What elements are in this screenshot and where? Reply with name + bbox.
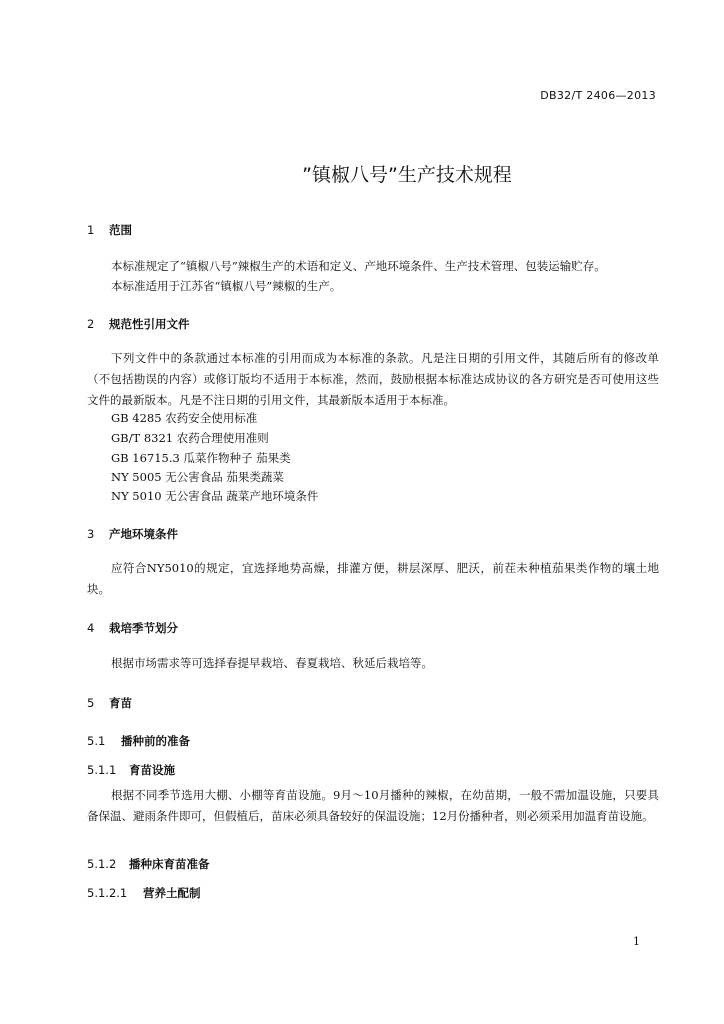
section-title: 播种床育苗准备: [129, 857, 210, 871]
section-number: 5.1.2: [87, 857, 117, 871]
season-paragraph: 根据市场需求等可选择春提早栽培、春夏栽培、秋延后栽培等。: [111, 656, 433, 670]
section-title: 育苗设施: [129, 763, 175, 777]
section-number: 5.1.1: [87, 763, 117, 777]
section-title: 播种前的准备: [121, 734, 190, 748]
section-5-1-heading: [87, 733, 190, 749]
section-title: 营养土配制: [143, 886, 201, 900]
section-number: 5.1.2.1: [87, 886, 128, 900]
reference-item: NY 5005 无公害食品 茄果类蔬菜: [111, 470, 284, 484]
section-title: 育苗: [109, 696, 132, 710]
section-number: 5.1: [87, 734, 106, 748]
section-5-heading: [87, 695, 132, 711]
environment-paragraph: 应符合NY5010的规定，宜选择地势高燥，排灌方便，耕层深厚、肥沃，前茬未种植茄果类作物的壤土地块。: [87, 561, 659, 596]
section-3-heading: [87, 526, 178, 542]
references-paragraph: 下列文件中的条款通过本标准的引用而成为本标准的条款。凡是注日期的引用文件，其随后所有的修改单（不包括勘误的内容）或修订版均不适用于本标准，然而，鼓励根据本标准达成协议的各方研究是否可使用这些文件的最新版本。凡是不注日期的引用文件，其最新版本适用于本标准。: [87, 351, 659, 407]
scope-line-1: 本标准规定了“镇椒八号”辣椒生产的术语和定义、产地环境条件、生产技术管理、包装运输贮存。: [111, 259, 606, 273]
section-1-heading: [87, 222, 132, 238]
section-title: 产地环境条件: [109, 527, 178, 541]
reference-item: GB 4285 农药安全使用标准: [111, 411, 258, 425]
reference-item: GB 16715.3 瓜菜作物种子 茄果类: [111, 451, 291, 465]
document-title: ”镇椒八号”生产技术规程: [302, 164, 512, 186]
section-number: 3: [87, 527, 95, 541]
scope-line-2: 本标准适用于江苏省“镇椒八号”辣椒的生产。: [111, 279, 342, 293]
section-5-1-2-1-heading: [87, 885, 201, 901]
reference-item: NY 5010 无公害食品 蔬菜产地环境条件: [111, 489, 319, 503]
standard-code: DB32/T 2406—2013: [540, 89, 656, 102]
section-2-heading: [87, 316, 190, 332]
nursery-facilities-paragraph: 根据不同季节选用大棚、小棚等育苗设施。9月～10月播种的辣椒，在幼苗期，一般不需加温设施，只要具备保温、避雨条件即可，但假植后，苗床必须具备较好的保温设施；12月份播种者，则必须采用加温育苗设施。: [87, 788, 659, 823]
section-5-1-1-heading: [87, 762, 175, 778]
section-title: 栽培季节划分: [109, 621, 178, 635]
section-title: 规范性引用文件: [109, 317, 190, 331]
page-number: 1: [633, 935, 640, 948]
section-number: 2: [87, 317, 95, 331]
section-title: 范围: [109, 223, 132, 237]
section-number: 4: [87, 621, 95, 635]
section-4-heading: [87, 620, 178, 636]
section-5-1-2-heading: [87, 856, 210, 872]
reference-item: GB/T 8321 农药合理使用准则: [111, 431, 269, 445]
section-number: 1: [87, 223, 95, 237]
section-number: 5: [87, 696, 95, 710]
